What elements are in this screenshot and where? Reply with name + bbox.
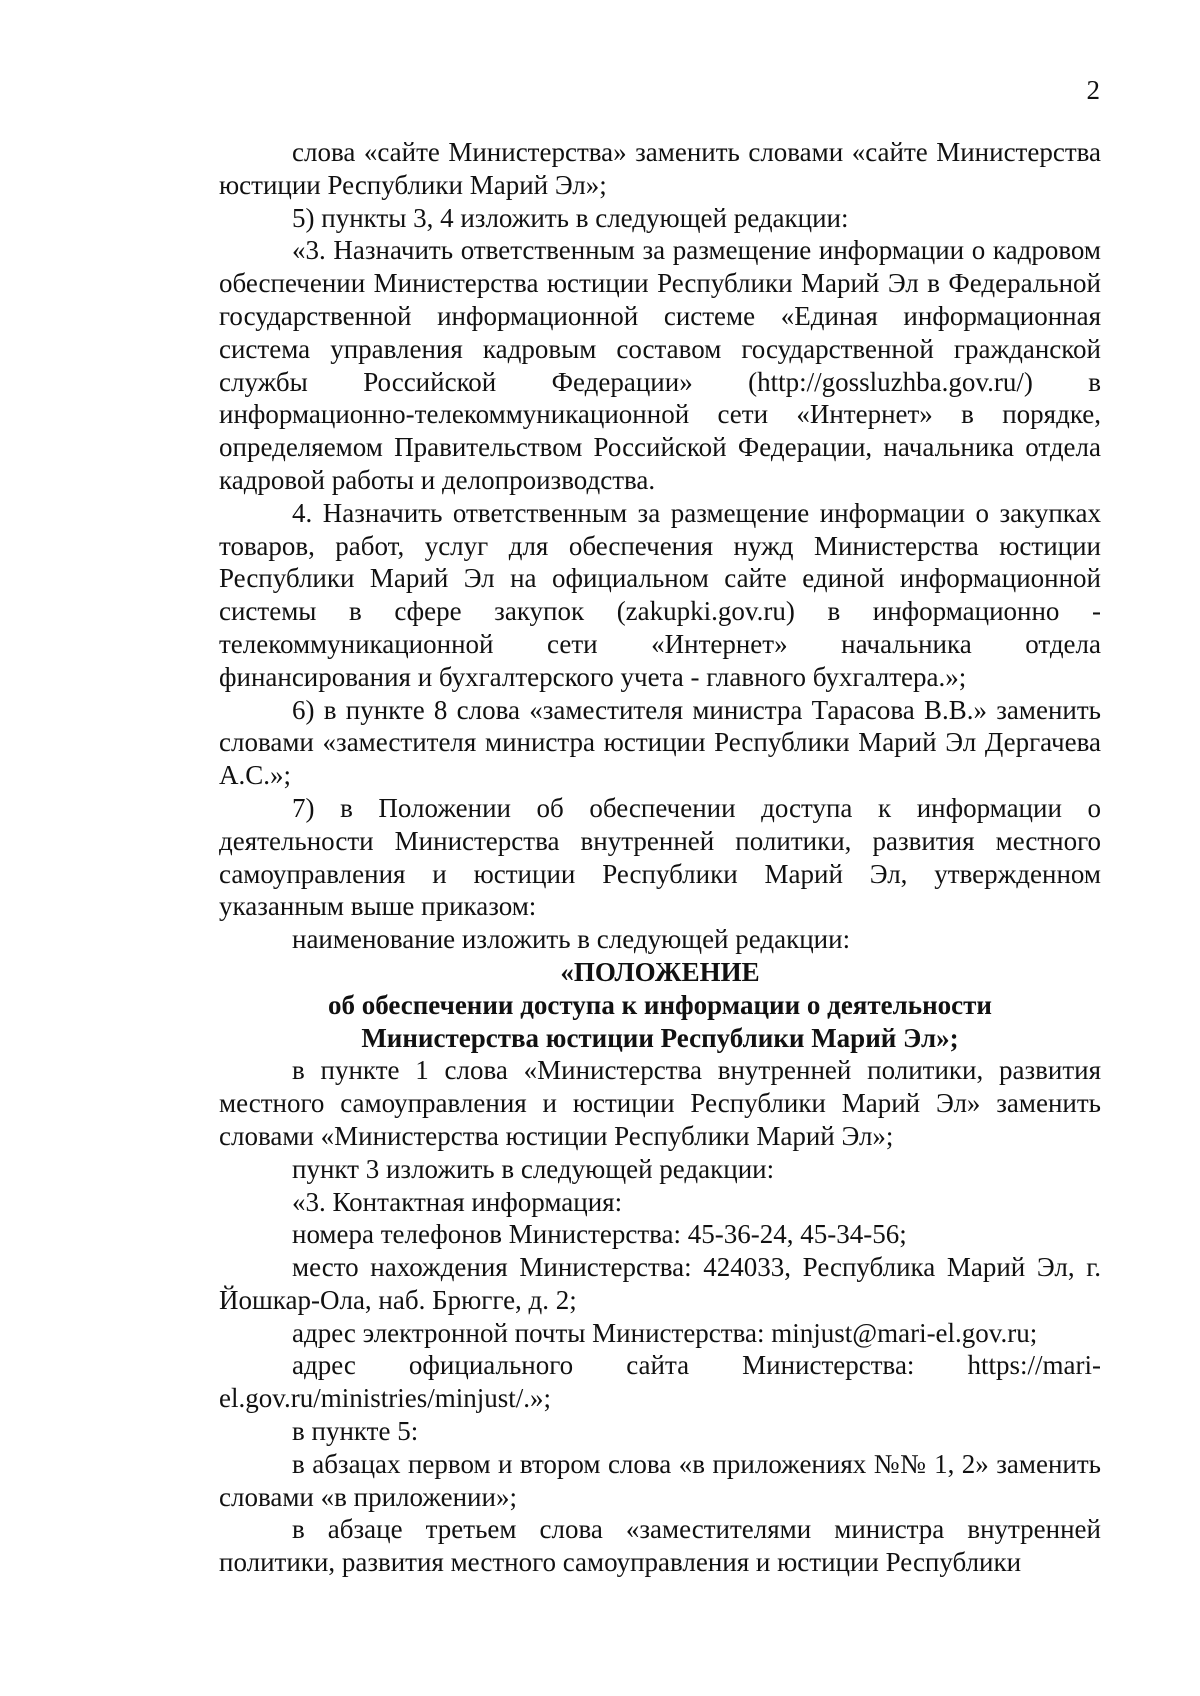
paragraph-abzats-3: в абзаце третьем слова «заместителями министра внутренней политики, развития местного самоуправления и юстиции Республики	[219, 1514, 1101, 1578]
paragraph-phones: номера телефонов Министерства: 45-36-24, 45-34-56;	[292, 1219, 907, 1250]
paragraph-address: место нахождения Министерства: 424033, Республика Марий Эл, г. Йошкар-Ола, наб. Брюгге, д. 2;	[219, 1252, 1101, 1315]
paragraph-abzats-1-2: в абзацах первом и втором слова «в приложениях №№ 1, 2» заменить словами «в приложении»;	[219, 1448, 1101, 1512]
paragraph-point-3: «3. Назначить ответственным за размещение информации о кадровом обеспечении Министерства юстиции Республики Марий Эл в Федеральной государственной информационной системе «Единая информационная система управления кадровым составом государственной гражданской службы Российской Федерации» (http://gossluzhba.gov.ru/) в информационно-телекоммуникационной сети «Интернет» в порядке, определяемом Правительством Российской Федерации, начальника отдела кадровой работы и делопроизводства.	[219, 235, 1101, 495]
paragraph-contact-info: «3. Контактная информация:	[292, 1186, 623, 1217]
heading-ministry: Министерства юстиции Республики Марий Эл»;	[361, 1022, 959, 1053]
paragraph-item-5: 5) пункты 3, 4 изложить в следующей редакции:	[292, 202, 849, 233]
page-number: 2	[1086, 75, 1100, 105]
paragraph-email: адрес электронной почты Министерства: minjust@mari-el.gov.ru;	[292, 1317, 1038, 1348]
paragraph-point-1-change: в пункте 1 слова «Министерства внутренней политики, развития местного самоуправления и юстиции Республики Марий Эл» заменить словами «Министерства юстиции Республики Марий Эл»;	[219, 1055, 1101, 1151]
paragraph-item-7: 7) в Положении об обеспечении доступа к информации о деятельности Министерства внутренней политики, развития местного самоуправления и юстиции Республики Марий Эл, утвержденном указанным выше приказом:	[219, 792, 1101, 922]
paragraph-point-5: в пункте 5:	[292, 1416, 419, 1447]
paragraph-item-6: 6) в пункте 8 слова «заместителя министра Тарасова В.В.» заменить словами «заместителя министра юстиции Республики Марий Эл Дергачева А.С.»;	[219, 694, 1101, 791]
paragraph-name-change: наименование изложить в следующей редакции:	[292, 924, 851, 955]
paragraph-point-3-intro: пункт 3 изложить в следующей редакции:	[292, 1153, 775, 1184]
heading-polozhenie: «ПОЛОЖЕНИЕ	[560, 956, 760, 987]
paragraph-point-4: 4. Назначить ответственным за размещение информации о закупках товаров, работ, услуг для обеспечения нужд Министерства юстиции Республики Марий Эл на официальном сайте единой информационной системы в сфере закупок (zakupki.gov.ru) в информационно - телекоммуникационной сети «Интернет» начальника отдела финансирования и бухгалтерского учета - главного бухгалтера.»;	[219, 497, 1101, 692]
heading-subtitle: об обеспечении доступа к информации о деятельности	[328, 989, 992, 1020]
paragraph-sayte-replacement: слова «сайте Министерства» заменить словами «сайте Министерства юстиции Республики Марий Эл»;	[219, 137, 1101, 200]
paragraph-website: адрес официального сайта Министерства: https://mari-el.gov.ru/ministries/minjust/.»;	[219, 1350, 1101, 1414]
document-body	[219, 136, 1101, 1579]
